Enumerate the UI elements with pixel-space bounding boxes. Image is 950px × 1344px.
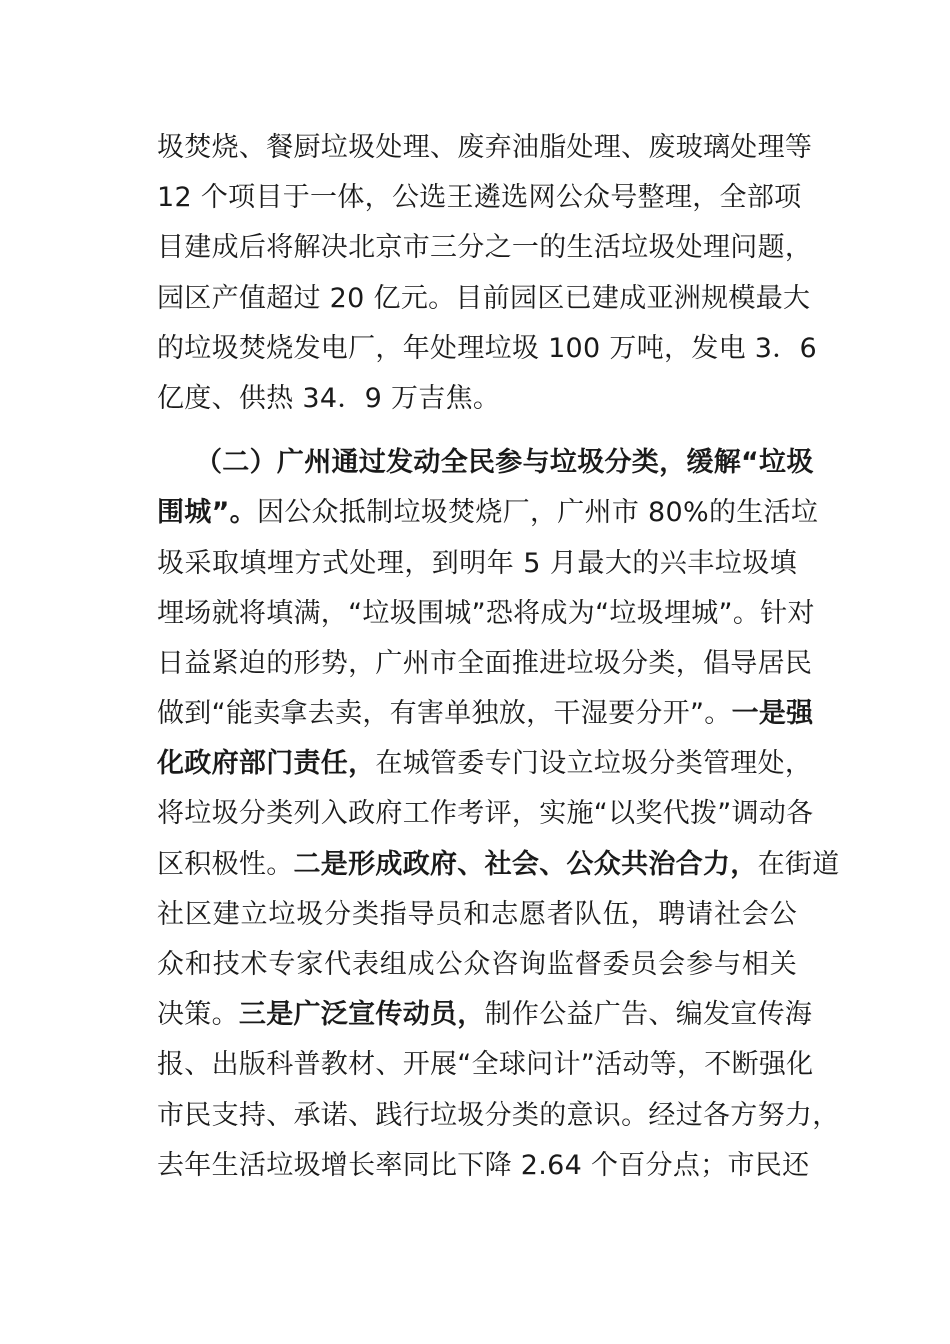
text-run: 因公众抵制垃圾焚烧厂，广州市 80%的生活垃 — [256, 497, 819, 529]
text-run: 在街道 — [757, 848, 840, 880]
text-run: 制作公益广告、编发宣传海 — [484, 999, 813, 1031]
paragraph-beijing-park — [157, 123, 818, 424]
text-run: 区积极性。 — [157, 848, 294, 880]
text-line — [157, 488, 819, 538]
document-page — [157, 123, 840, 1191]
text-line: 园区产值超过 20 亿元。目前园区已建成亚洲规模最大 — [157, 282, 811, 314]
text-line: 将垃圾分类列入政府工作考评，实施“以奖代拨”调动各 — [157, 798, 814, 830]
text-line: 12 个项目于一体，公选王遴选网公众号整理，全部项 — [157, 182, 802, 214]
text-line: 的垃圾焚烧发电厂，年处理垃圾 100 万吨，发电 3．6 — [157, 332, 818, 364]
point-one-heading-cont: 化政府部门责任， — [157, 748, 376, 780]
text-line: 去年生活垃圾增长率同比下降 2.64 个百分点；市民还 — [157, 1149, 810, 1181]
paragraph-gap — [157, 424, 797, 438]
text-line: 日益紧迫的形势，广州市全面推进垃圾分类，倡导居民 — [157, 647, 813, 679]
text-line: 目建成后将解决北京市三分之一的生活垃圾处理问题， — [157, 232, 813, 264]
heading-tail: 围城”。 — [157, 497, 257, 529]
text-line: 社区建立垃圾分类指导员和志愿者队伍，聘请社会公 — [157, 898, 797, 930]
text-line: 众和技术专家代表组成公众咨询监督委员会参与相关 — [157, 949, 797, 980]
point-three-heading: 三是广泛宣传动员， — [238, 999, 485, 1031]
point-one-heading: 一是强 — [731, 698, 814, 730]
text-line — [157, 840, 840, 890]
text-line: 报、出版科普教材、开展“全球问计”活动等，不断强化 — [157, 1049, 814, 1081]
text-line: 埋场就将填满，“垃圾围城”恐将成为“垃圾埋城”。针对 — [157, 597, 815, 629]
text-run: 做到“能卖拿去卖，有害单独放，干湿要分开”。 — [157, 698, 732, 730]
text-line — [157, 689, 814, 739]
text-line — [157, 739, 813, 789]
text-line: 圾焚烧、餐厨垃圾处理、废弃油脂处理、废玻璃处理等 — [157, 132, 813, 163]
text-line: 亿度、供热 34．9 万吉焦。 — [157, 382, 501, 414]
paragraph-guangzhou — [157, 438, 840, 1191]
text-line: 市民支持、承诺、践行垃圾分类的意识。经过各方努力， — [157, 1099, 840, 1131]
text-run: 决策。 — [157, 999, 239, 1031]
point-two-heading: 二是形成政府、社会、公众共治合力， — [293, 848, 758, 880]
text-line — [157, 990, 813, 1040]
text-line: 圾采取填埋方式处理，到明年 5 月最大的兴丰垃圾填 — [157, 547, 797, 579]
section-heading: （二）广州通过发动全民参与垃圾分类，缓解“垃圾 — [195, 447, 814, 479]
text-run: 在城管委专门设立垃圾分类管理处， — [375, 748, 813, 780]
